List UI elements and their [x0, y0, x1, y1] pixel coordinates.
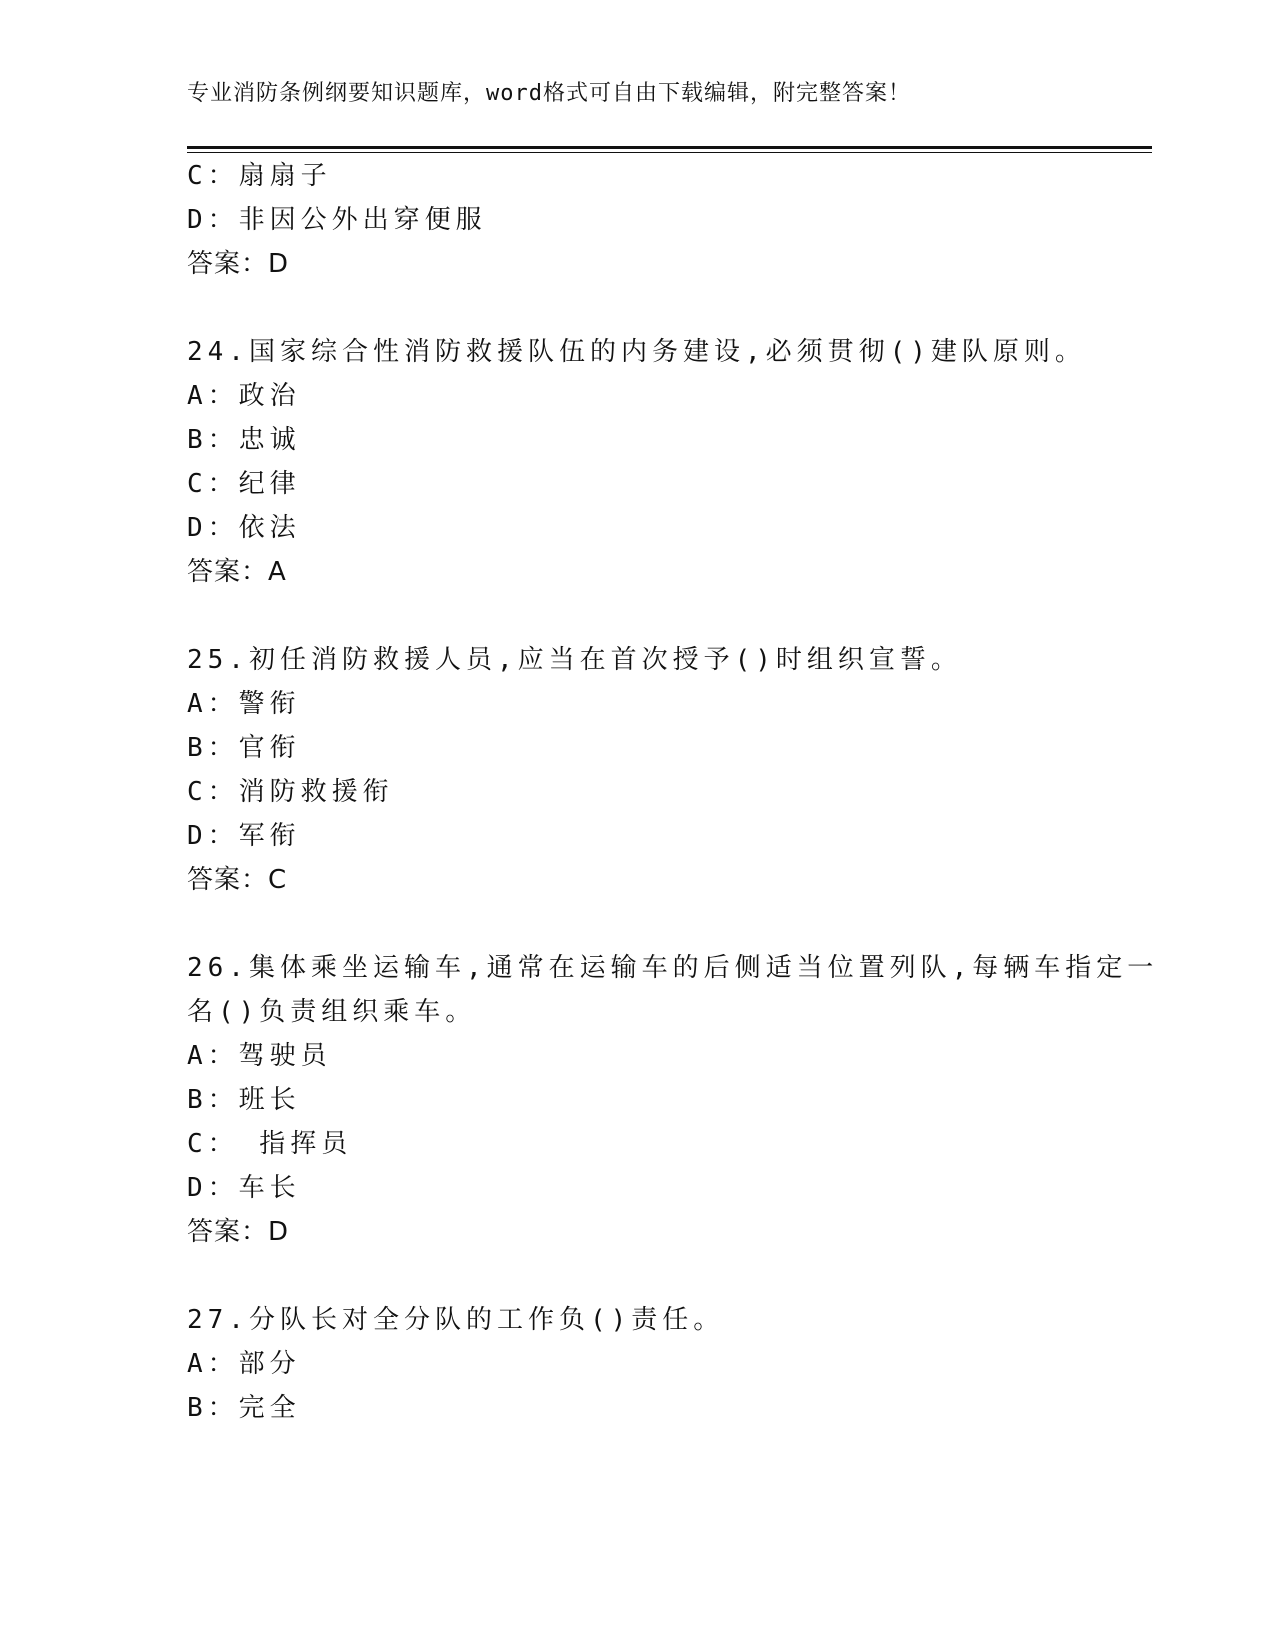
question-24-option-c: C：纪律: [187, 469, 301, 499]
question-26-answer: 答案：D: [187, 1217, 290, 1247]
question-27-option-a: A：部分: [187, 1349, 301, 1379]
question-24-option-d: D：依法: [187, 513, 301, 543]
question-26-option-d: D：车长: [187, 1173, 301, 1203]
question-25: 25.初任消防救援人员,应当在首次授予()时组织宣誓。: [187, 645, 962, 675]
question-24: 24.国家综合性消防救援队伍的内务建设,必须贯彻()建队原则。: [187, 337, 1086, 367]
header-rule-thin: [187, 152, 1152, 153]
question-24-option-b: B：忠诚: [187, 425, 301, 455]
question-26-option-c: C： 指挥员: [187, 1129, 353, 1159]
header-rule-thick: [187, 146, 1152, 149]
question-25-option-b: B：官衔: [187, 733, 301, 763]
question-25-option-a: A：警衔: [187, 689, 301, 719]
option-d: D：非因公外出穿便服: [187, 205, 487, 235]
question-27-option-b: B：完全: [187, 1393, 301, 1423]
question-27: 27.分队长对全分队的工作负()责任。: [187, 1305, 725, 1335]
question-25-option-d: D：军衔: [187, 821, 301, 851]
question-25-option-c: C：消防救援衔: [187, 777, 394, 807]
question-25-answer: 答案：C: [187, 865, 288, 895]
question-26-option-b: B：班长: [187, 1085, 301, 1115]
question-26-option-a: A：驾驶员: [187, 1041, 332, 1071]
question-26-line-2: 名()负责组织乘车。: [187, 997, 477, 1027]
answer: 答案：D: [187, 249, 290, 279]
page-header: 专业消防条例纲要知识题库，word格式可自由下载编辑，附完整答案！: [187, 81, 911, 106]
question-24-option-a: A：政治: [187, 381, 301, 411]
option-c: C：扇扇子: [187, 161, 332, 191]
question-26-line-1: 26.集体乘坐运输车,通常在运输车的后侧适当位置列队,每辆车指定一: [187, 953, 1159, 983]
question-24-answer: 答案：A: [187, 557, 287, 587]
